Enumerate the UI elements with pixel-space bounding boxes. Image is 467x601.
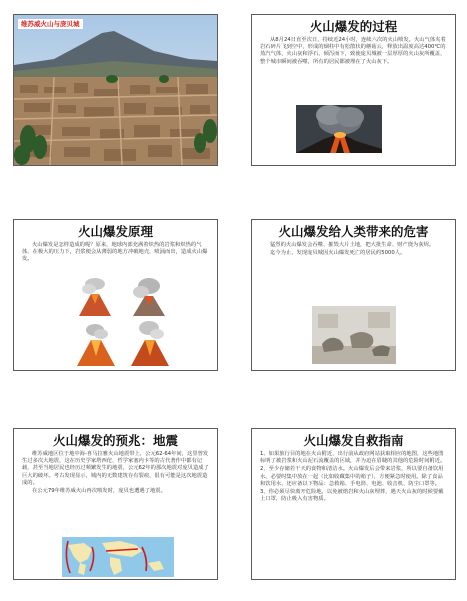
slide-4-paragraph-1: 猛烈的火山爆发会吞噬、摧毁大片土地，把大批生命、财产烧为灰烬。 [270,242,435,248]
slide-6-item-2: 2、至少存储若干天的食物和清洁水。火山爆发后会带来岩浆，所以要自备饮用水，必要时集中放在一起（比如收藏集中的箱子），方便紧急时使用。除了食品和饮用水，还应备以下物品：急救箱、手电筒、电池、收音机、防尘口罩等。 [260,466,444,487]
slide-6-self-rescue-guide[interactable] [251,428,456,580]
slide-5-body [14,451,217,495]
slide-5-paragraph-2: 在公元79年维苏威火山再次喷发时，庞贝也遭遇了地震。 [32,488,166,495]
slide-6-item-1: 1、如果旅行目的地在火山附近，出行前从政府网站获取相应的地图，这些地图标明了被岩浆和火山泥石流覆盖的区域，并为迫在眉睫的其他的危险时间附近。 [260,451,446,465]
eruption-night-photo [296,105,382,153]
slide-4-body [252,242,455,257]
slide-6-body [252,451,455,503]
slide-6-item-3: 3、你必须尽快离开危险地，以免被熔岩和火山灰埋葬，遇天火山灰的时候要戴上口罩，防止吸入有害物质。 [260,489,444,503]
slide-4-title: 火山爆发给人类带来的危害 [278,224,429,239]
world-seismic-belt-map [62,537,174,577]
slide-6-title: 火山爆发自救指南 [303,433,404,448]
vesuvius-pompeii-photo [14,15,217,165]
volcano-diagram-illustration [69,276,179,368]
slide-2-body [252,37,455,66]
photo-caption: 维苏威火山与庞贝城 [18,19,83,29]
slide-5-paragraph-1: 维苏威地区位于地中海-喜马拉雅火山地震带上，公元62-64年间，这里曾发生过多次大地震，这在历史学家塔西佗、哲学家塞内卡等的古代著作中都有记载，甚至当地居民也经历过频繁发生的地震，公元62年的那次地震对庞贝造成了巨大的破坏。考古发现显示，城内的无数建筑存有裂痕，很有可能是这次地震造成的。 [22,451,209,486]
slide-4-paragraph-2: 迄今为止，发现庞贝城因火山爆发死亡的居民约5000人。 [270,250,406,257]
slide-2-paragraph: 从8月24日直至次日，持续近24小时，连续六次的火山喷发。火山气体夹着岩石碎片飞到空中，形成的烟柱中有松散状的蘑菇云，释放出温度高达400℃的蒸汽气体，火山灰和浮石，倾泻而下，致使庞贝城被一层厚厚的火山灰所覆盖，整个城市瞬间被吞噬，所有的居民都被埋在了火山灰下。 [260,37,446,65]
slide-2-eruption-process[interactable] [251,14,456,166]
slide-2-title: 火山爆发的过程 [309,19,398,34]
slide-3-body [14,242,217,264]
pompeii-victims-photo [312,306,396,364]
slide-1-vesuvius-photo[interactable] [13,14,218,166]
slide-3-eruption-principle[interactable] [13,219,218,371]
slide-3-paragraph: 火山爆发是怎样造成的呢？原来，地球内部充满着炽热的岩浆和炽热的气体，在极大的压力下，岩浆便会从薄弱的地方冲破地壳，喷涌而出，造成火山爆发。 [22,242,208,263]
slide-5-earthquake-omen[interactable] [13,428,218,580]
slide-5-title: 火山爆发的预兆：地震 [52,433,178,448]
slide-4-eruption-hazards[interactable] [251,219,456,371]
slide-3-title: 火山爆发原理 [77,224,153,239]
